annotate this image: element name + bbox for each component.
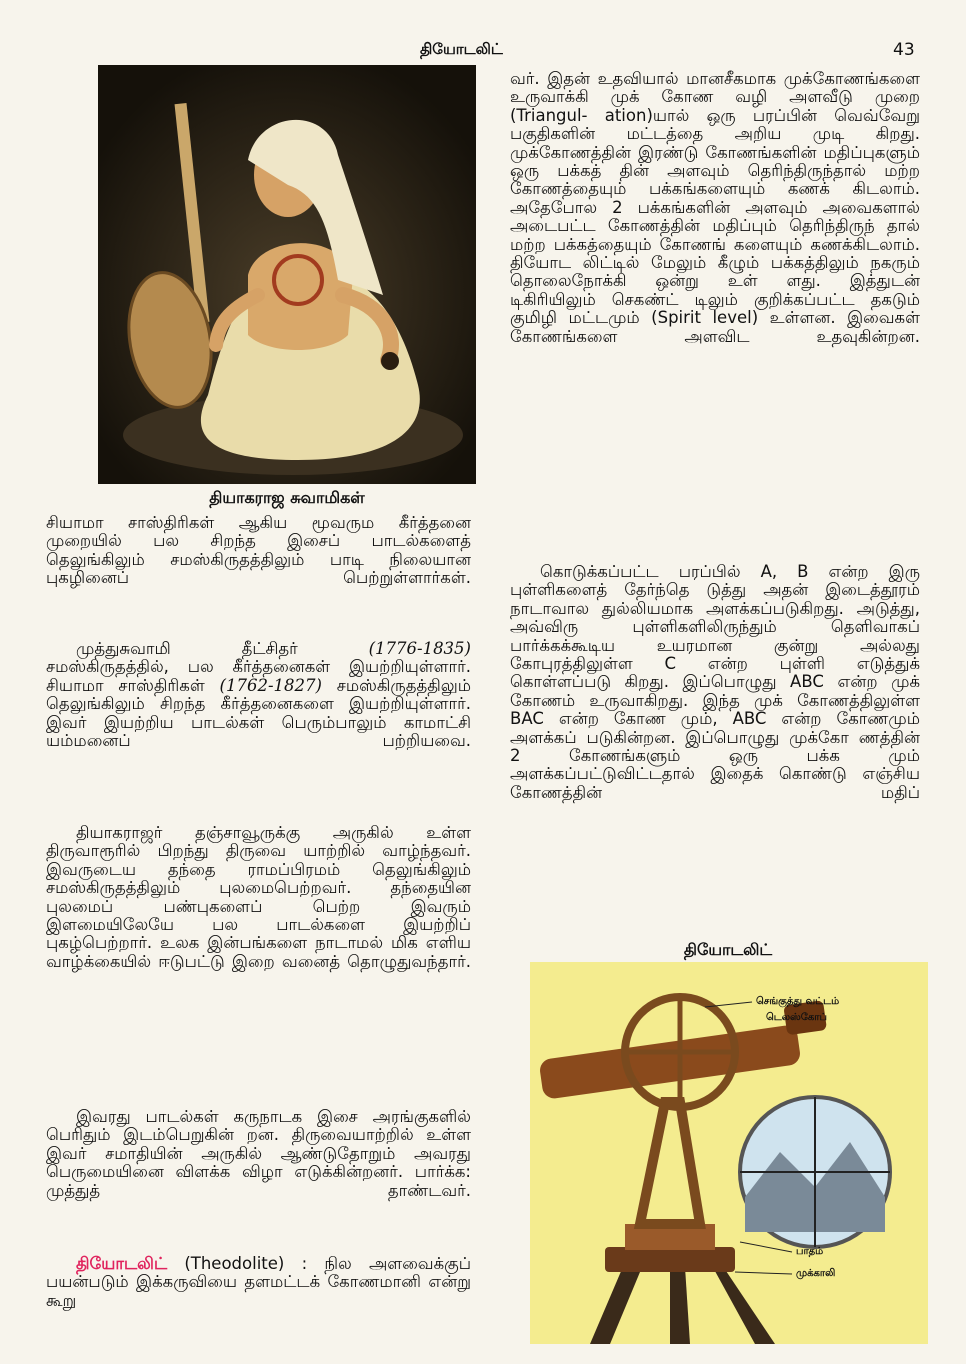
left-paragraph-2 — [46, 640, 471, 750]
label-base: பாதம் — [796, 1246, 824, 1257]
p2-text-e: சமஸ்கிருதத்திலும் தெலுங்கிலும் சிறந்த கீர்த்தனைகளை இயற்றியுள்ளார். இவர் இயற்றிய பாடல்கள் பெரும்பாலும் காமாட்சி யம்மனைப் பற்றியவை. — [46, 675, 471, 751]
entry-english-term: (Theodolite) : — [167, 1254, 325, 1273]
left-paragraph-3: தியாகராஜர் தஞ்சாவூருக்கு அருகில் உள்ள திருவாரூரில் பிறந்து திருவை யாற்றில் வாழ்ந்தவர். இவருடைய தந்தை ராமப்பிரமம் தெலுங்கிலும் சமஸ்கிருதத்திலும் புலமைபெற்றவர். தந்தையின புலமைப் பண்புகளைப் பெற்ற இவரும் இளமையிலேயே பல பாடல்களை இயற்றிப் புகழ்பெற்றார். உலக இன்பங்களை நாடாமல் மிக எளிய வாழ்க்கையில் ஈடுபட்டு இறை வனைத் தொழுதுவந்தார். — [46, 823, 471, 971]
p2-text-c: சமஸ்கிருதத்தில், பல கீர்த்தனைகள் இயற்றியுள்ளார். சியாமா சாஸ்திரிகள் — [46, 657, 471, 695]
entry-text: நில அளவைக்குப் பயன்படும் இக்கருவியை தளமட்டக் கோணமானி என்று கூறு — [46, 1254, 472, 1310]
left-paragraph-1: சியாமா சாஸ்திரிகள் ஆகிய மூவரும கீர்த்தனை முறையில் பல சிறந்த இசைப் பாடல்களைத் தெலுங்கிலும் சமஸ்கிருதத்திலும் பாடி நிலையான புகழினைப் பெற்றுள்ளார்கள். — [46, 513, 471, 588]
left-paragraph-4: இவரது பாடல்கள் கருநாடக இசை அரங்குகளில் பெரிதும் இடம்பெறுகின் றன. திருவையாற்றில் உள்ள இவர் சமாதியின் அருகில் ஆண்டுதோறும் அவரது பெருமையினை விளக்க விழா எடுக்கின்றனர். பார்க்க: முத்துத் தாண்டவர். — [46, 1107, 471, 1200]
thyagaraja-portrait — [98, 65, 476, 484]
left-paragraph-5 — [46, 1255, 471, 1310]
right-paragraph-2: கொடுக்கப்பட்ட பரப்பில் A, B என்ற இரு புள்ளிகளைத் தேர்ந்தெ டுத்து அதன் இடைத்தூரம் நாடாவால துல்லியமாக அளக்கப்படுகிறது. அடுத்து, அவ்விரு புள்ளிகளிலிருந்தும் தெளிவாகப் பார்க்கக்கூடிய உயரமான குன்று அல்லது கோபுரத்திலுள்ள C என்ற புள்ளி எடுத்துக் கொள்ளப்படு கிறது. இப்பொழுது ABC என்ற முக் கோணம் உருவாகிறது. இந்த முக் கோணத்திலுள்ள BAC என்ற கோண மும், ABC என்ற கோணமும் அளக்கப் படுகின்றன. இப்பொழுது முக்கோ ணத்தின் 2 கோணங்களும் ஒரு பக்க மும் அளக்கப்பட்டுவிட்டதால் இதைக் கொண்டு எஞ்சிய கோணத்தின் மதிப் — [510, 562, 920, 802]
p2-text-a: முத்துசுவாமி தீட்சிதர் — [76, 639, 369, 658]
dikshitar-years: (1776-1835) — [368, 639, 471, 658]
shastri-years: (1762-1827) — [219, 675, 322, 695]
theodolite-illustration — [530, 962, 928, 1344]
right-paragraph-1: வர். இதன் உதவியால் மானசீகமாக முக்கோணங்களை உருவாக்கி முக் கோண வழி அளவீடு முறை (Triangul- ation)யால் ஒரு பரப்பின் வெவ்வேறு பகுதிகளின் மட்டத்தை அறிய முடி கிறது. முக்கோணத்தின் இரண்டு கோணங்களின் மதிப்புகளும் ஒரு பக்கத் தின் அளவும் தெரிந்திருந்தால் மற்ற கோணத்தையும் பக்கங்களையும் கணக் கிடலாம். அதேபோல 2 பக்கங்களின் அளவும் அவைகளால் அடைபட்ட கோணத்தின் மதிப்பும் தெரிந்திருந் தால் மற்ற பக்கத்தையும் கோணங் களையும் கணக்கிடலாம். தியோட லிட்டில் மேலும் கீழும் பக்கத்திலும் நகரும் தொலைநோக்கி ஒன்று உள் ளது. இத்துடன் டிகிரியிலும் செகண்ட் டிலும் குறிக்கப்பட்ட தகடும் குமிழி மட்டமும் (Spirit level) உள்ளன. இவைகள் கோணங்களை அளவிட உதவுகின்றன. — [510, 69, 920, 346]
entry-headword: தியோடலிட் — [76, 1254, 168, 1273]
label-tripod: முக்காலி — [796, 1268, 836, 1279]
page-number: 43 — [893, 40, 915, 60]
theodolite-caption: தியோடலிட் — [683, 940, 773, 959]
label-telescope: டெலஸ்கோப் — [766, 1012, 827, 1023]
label-vertical-circle: செங்குத்து வட்டம் — [756, 996, 840, 1007]
portrait-caption: தியாகராஜ சுவாமிகள் — [209, 488, 365, 507]
page-header-title: தியோடலிட் — [420, 40, 503, 58]
